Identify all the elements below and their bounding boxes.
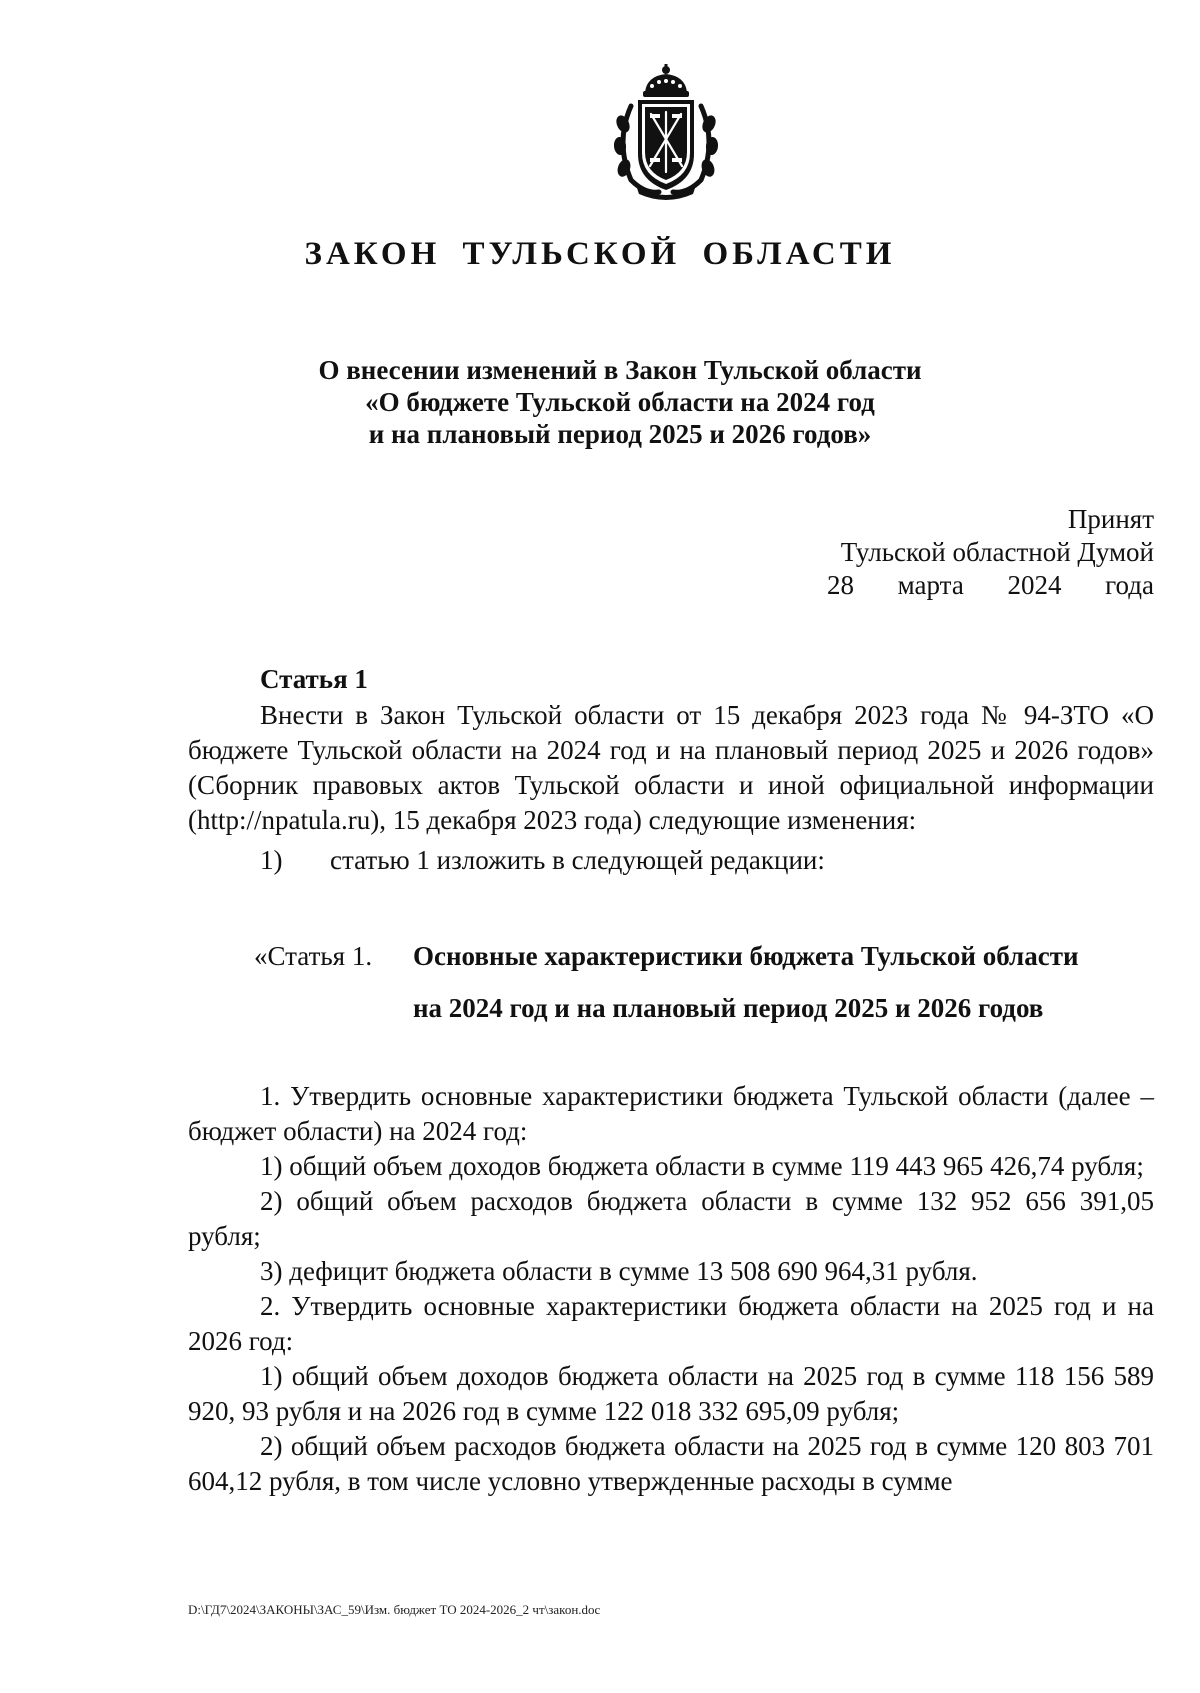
adoption-year: 2024: [1007, 570, 1062, 600]
adoption-date: [827, 569, 1154, 602]
quoted-article-title-line: Основные характеристики бюджета Тульской области: [413, 941, 1079, 971]
adoption-day: 28: [827, 570, 854, 600]
law-heading: ЗАКОН ТУЛЬСКОЙ ОБЛАСТИ: [304, 236, 896, 272]
body-paragraph: 2) общий объем расходов бюджета области в сумме 132 952 656 391,05 рубля;: [188, 1186, 1154, 1251]
body-paragraph: 2. Утвердить основные характеристики бюджета области на 2025 год и на 2026 год:: [188, 1291, 1154, 1356]
article-heading: Статья 1: [260, 664, 368, 694]
body-paragraph: 1) общий объем доходов бюджета области в сумме 119 443 965 426,74 рубля;: [260, 1151, 1144, 1181]
article-intro-paragraph: Внести в Закон Тульской области от 15 декабря 2023 года № 94-ЗТО «О бюджете Тульской области на 2024 год и на плановый период 2025 и 2026 годов» (Сборник правовых актов Тульской области и иной официальной информации (http://npatula.ru), 15 декабря 2023 года) следующие изменения:: [188, 700, 1154, 835]
coat-of-arms-emblem: [607, 62, 725, 202]
budget-characteristics-block: [188, 1079, 1154, 1499]
law-subject-title: [0, 354, 1200, 450]
body-paragraph: 3) дефицит бюджета области в сумме 13 508 690 964,31 рубля.: [260, 1256, 978, 1286]
amendment-item-text: статью 1 изложить в следующей редакции:: [330, 845, 825, 875]
file-path-footer: D:\ГД7\2024\ЗАКОНЫ\ЗАС_59\Изм. бюджет ТО 2024-2026_2 чт\закон.doc: [188, 1602, 601, 1617]
body-paragraph: 1) общий объем доходов бюджета области на 2025 год в сумме 118 156 589 920, 93 рубля и на 2026 год в сумме 122 018 332 695,09 рубля;: [188, 1361, 1154, 1426]
adopted-label: Принят: [1067, 504, 1154, 534]
adoption-month: марта: [897, 570, 964, 600]
subject-line: «О бюджете Тульской области на 2024 год: [365, 387, 875, 417]
subject-line: и на плановый период 2025 и 2026 годов»: [368, 419, 872, 449]
body-paragraph: 1. Утвердить основные характеристики бюджета Тульской области (далее – бюджет области) на 2024 год:: [188, 1081, 1154, 1146]
body-paragraph: 2) общий объем расходов бюджета области на 2025 год в сумме 120 803 701 604,12 рубля, в том числе условно утвержденные расходы в сумме: [188, 1431, 1154, 1496]
quoted-article-label: «Статья 1.: [254, 941, 373, 971]
adoption-year-word: года: [1105, 570, 1154, 600]
quoted-article-title: [413, 930, 1079, 1034]
adopted-by: Тульской областной Думой: [840, 537, 1154, 567]
adoption-block: [827, 503, 1154, 602]
quoted-article-title-line: на 2024 год и на плановый период 2025 и 2026 годов: [413, 993, 1044, 1023]
subject-line: О внесении изменений в Закон Тульской области: [318, 355, 922, 385]
amendment-item: [260, 843, 825, 878]
article-intro-block: [188, 698, 1154, 838]
amendment-item-number: 1): [260, 845, 283, 875]
